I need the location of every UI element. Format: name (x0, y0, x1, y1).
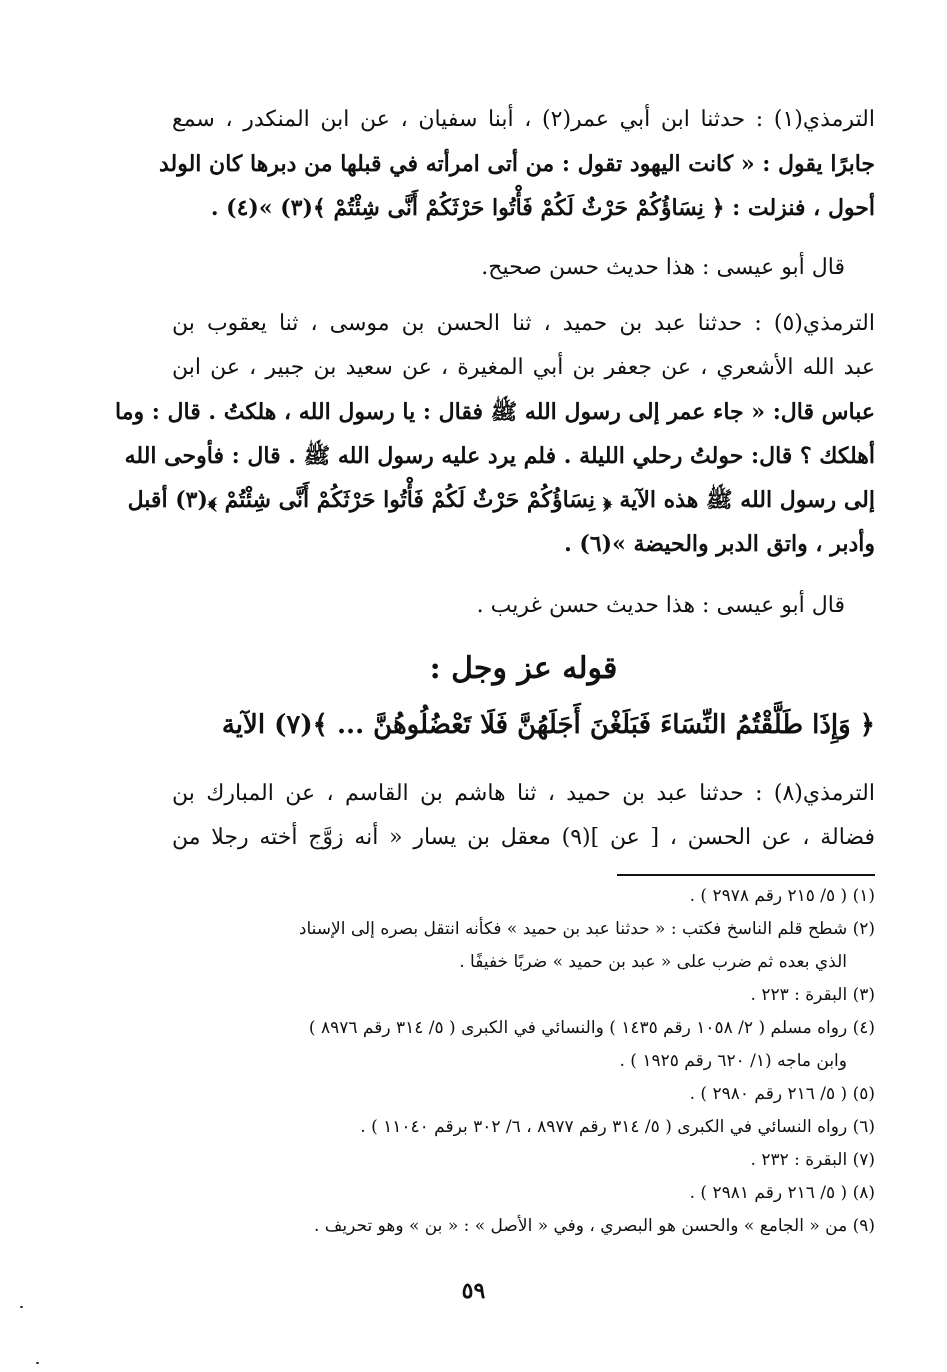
footnote: (٦) رواه النسائي في الكبرى ( ٥/ ٣١٤ رقم ٨٩٧٧ ، ٦/ ٣٠٢ برقم ١١٠٤٠ ) . (360, 1117, 875, 1137)
footnotes (160, 880, 875, 1243)
text-line: عبد الله الأشعري ، عن جعفر بن أبي المغيرة ، عن سعيد بن جبير ، عن ابن (172, 355, 875, 380)
paragraph-tirmidhi-3 (172, 772, 875, 860)
text-line: الترمذي(١) : حدثنا ابن أبي عمر(٢) ، أبنا سفيان ، عن ابن المنكدر ، سمع (172, 107, 875, 132)
page-number: ٥٩ (461, 1278, 486, 1304)
paragraph-abu-isa-1 (172, 246, 875, 290)
footnote: (٤) رواه مسلم ( ٢/ ١٠٥٨ رقم ١٤٣٥ ) والنسائي في الكبرى ( ٥/ ٣١٤ رقم ٨٩٧٦ ) (308, 1018, 875, 1038)
text-line: أحول ، فنزلت : ﴿ نِسَاؤُكُمْ حَرْثٌ لَكُمْ فَأْتُوا حَرْثَكُمْ أَنَّى شِئْتُمْ ﴾(٣) »(٤) . (210, 195, 875, 221)
footnote: (٥) ( ٥/ ٢١٦ رقم ٢٩٨٠ ) . (689, 1084, 875, 1104)
text-line: وأدبر ، واتق الدبر والحيضة »(٦) . (564, 531, 875, 557)
text-line: فضالة ، عن الحسن ، [ عن ](٩) معقل بن يسار « أنه زوَّج أخته رجلا من (172, 825, 876, 850)
footnote: (٣) البقرة : ٢٢٣ . (750, 985, 875, 1005)
verse-heading: ﴿ وَإِذَا طَلَّقْتُمُ النِّسَاءَ فَبَلَغْنَ أَجَلَهُنَّ فَلَا تَعْضُلُوهُنَّ ... ﴾(٧) الآية (221, 710, 875, 740)
text-line: قال أبو عيسى : هذا حديث حسن صحيح. (481, 255, 845, 280)
scan-speck (36, 1362, 39, 1364)
text-line: جابرًا يقول : « كانت اليهود تقول : من أتى امرأته في قبلها من دبرها كان الولد (158, 151, 875, 177)
scan-speck (20, 1306, 23, 1308)
text-line: قال أبو عيسى : هذا حديث حسن غريب . (476, 593, 845, 618)
text-line: أهلكك ؟ قال: حولتُ رحلي الليلة . فلم يرد عليه رسول الله ﷺ . قال : فأوحى الله (124, 443, 875, 469)
footnote: (٩) من « الجامع » والحسن هو البصري ، وفي « الأصل » : « بن » وهو تحريف . (313, 1216, 875, 1236)
footnote: (٢) شطح قلم الناسخ فكتب : « حدثنا عبد بن حميد » فكأنه انتقل بصره إلى الإسناد (298, 919, 875, 939)
text-line: عباس قال: « جاء عمر إلى رسول الله ﷺ فقال : يا رسول الله ، هلكتُ . قال : وما (115, 399, 875, 425)
footnote: (٧) البقرة : ٢٣٢ . (750, 1150, 875, 1170)
text-line: إلى رسول الله ﷺ هذه الآية ﴿ نِسَاؤُكُمْ حَرْثٌ لَكُمْ فَأْتُوا حَرْثَكُمْ أَنَّى شِئْتُمْ ﴾(٣) أقبل (127, 487, 875, 513)
footnote-separator (617, 874, 875, 876)
footnote-continuation: وابن ماجه (١/ ٦٢٠ رقم ١٩٢٥ ) . (619, 1051, 847, 1071)
footnote: (١) ( ٥/ ٢١٥ رقم ٢٩٧٨ ) . (689, 886, 875, 906)
paragraph-tirmidhi-1 (158, 98, 875, 230)
text-line: الترمذي(٥) : حدثنا عبد بن حميد ، ثنا الحسن بن موسى ، ثنا يعقوب بن (172, 311, 875, 336)
paragraph-tirmidhi-2 (115, 302, 875, 566)
section-title: قوله عز وجل : (429, 651, 618, 686)
footnote: (٨) ( ٥/ ٢١٦ رقم ٢٩٨١ ) . (689, 1183, 875, 1203)
footnote-continuation: الذي بعده ثم ضرب على « عبد بن حميد » ضربًا خفيفًا . (459, 952, 847, 972)
text-line: الترمذي(٨) : حدثنا عبد بن حميد ، ثنا هاشم بن القاسم ، عن المبارك بن (172, 781, 875, 806)
paragraph-abu-isa-2 (172, 584, 875, 628)
